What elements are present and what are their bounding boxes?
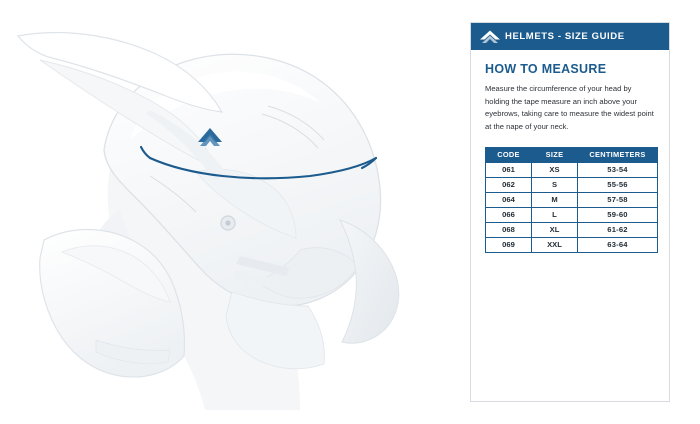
cell-code: 068 xyxy=(486,223,532,238)
table-row xyxy=(486,193,658,208)
cell-code: 061 xyxy=(486,163,532,178)
table-row xyxy=(486,238,658,253)
size-table xyxy=(485,147,658,253)
cell-code: 064 xyxy=(486,193,532,208)
cell-centimeters: 59-60 xyxy=(578,208,658,223)
column-header-code: CODE xyxy=(486,148,532,163)
how-to-measure-text: Measure the circumference of your head by holding the tape measure an inch above your eyebrows, taking care to measure the widest point at the nape of your neck. xyxy=(485,84,654,131)
cell-centimeters: 53-54 xyxy=(578,163,658,178)
cell-size: XL xyxy=(532,223,578,238)
cell-code: 069 xyxy=(486,238,532,253)
brand-chevron-logo-icon xyxy=(479,29,501,45)
cell-code: 066 xyxy=(486,208,532,223)
table-row xyxy=(486,223,658,238)
card-body xyxy=(471,50,669,253)
column-header-centimeters: CENTIMETERS xyxy=(578,148,658,163)
cell-centimeters: 55-56 xyxy=(578,178,658,193)
cell-size: S xyxy=(532,178,578,193)
table-header-row xyxy=(486,148,658,163)
card-header xyxy=(471,23,669,50)
cell-centimeters: 57-58 xyxy=(578,193,658,208)
table-row xyxy=(486,208,658,223)
cell-size: L xyxy=(532,208,578,223)
cell-code: 062 xyxy=(486,178,532,193)
column-header-size: SIZE xyxy=(532,148,578,163)
cell-size: XXL xyxy=(532,238,578,253)
cell-centimeters: 61-62 xyxy=(578,223,658,238)
cell-size: XS xyxy=(532,163,578,178)
cell-size: M xyxy=(532,193,578,208)
card-title: HELMETS - SIZE GUIDE xyxy=(505,31,625,42)
table-row xyxy=(486,163,658,178)
cell-centimeters: 63-64 xyxy=(578,238,658,253)
how-to-measure-heading: HOW TO MEASURE xyxy=(485,62,607,76)
table-row xyxy=(486,178,658,193)
size-guide-card xyxy=(470,22,670,402)
